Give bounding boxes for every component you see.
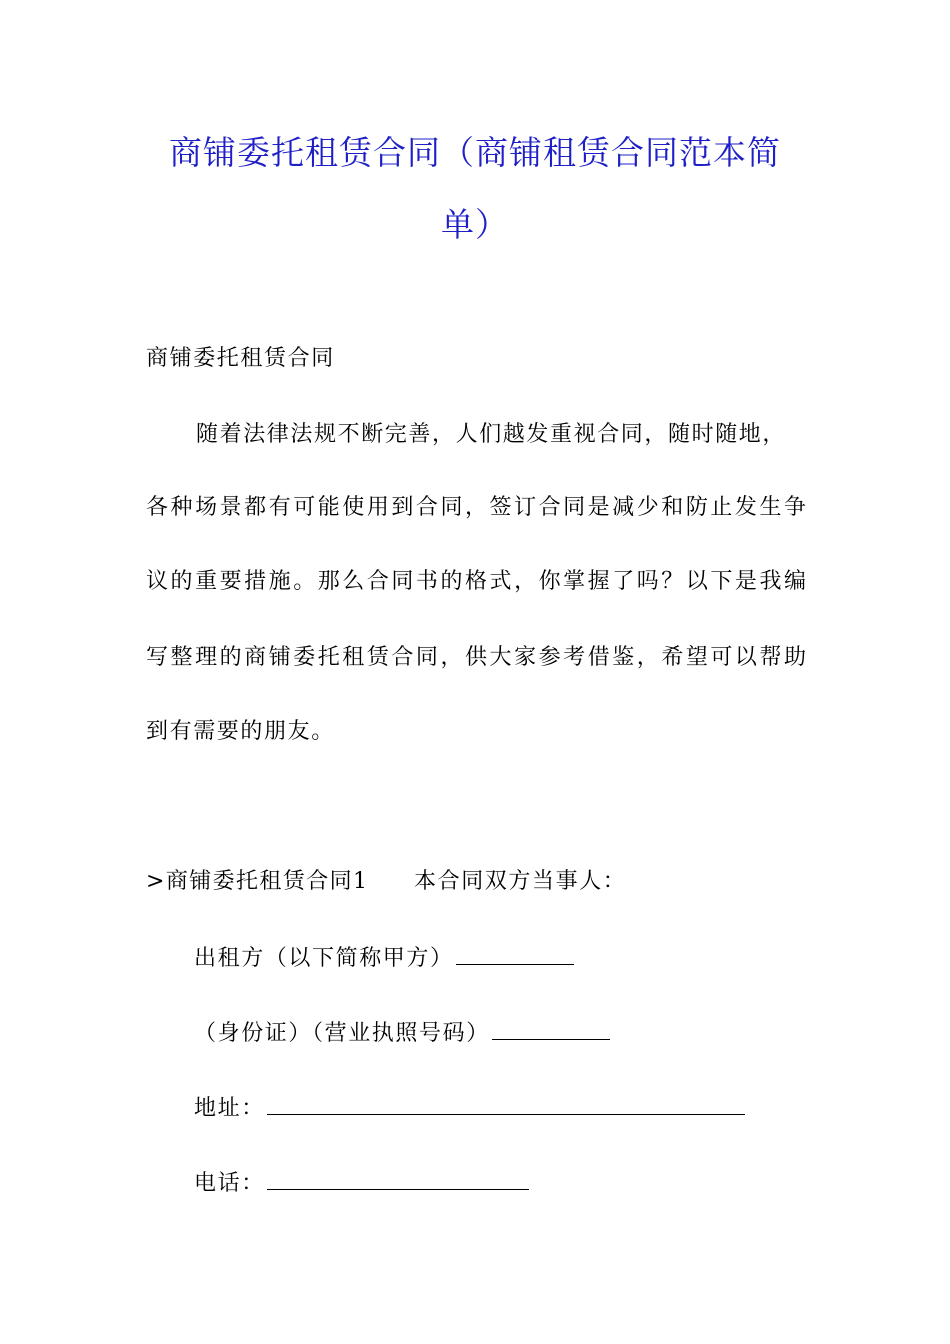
- document-title-line-1: 商铺委托租赁合同（商铺租赁合同范本简: [169, 133, 781, 172]
- id-field: [194, 1017, 610, 1049]
- phone-field: [194, 1167, 529, 1199]
- intro-line-3: 议的重要措施。那么合同书的格式，你掌握了吗？以下是我编: [146, 569, 806, 594]
- section-intro: 本合同双方当事人：: [414, 869, 627, 894]
- document-heading: 商铺委托租赁合同: [146, 346, 335, 371]
- intro-line-1: 随着法律法规不断完善，人们越发重视合同，随时随地，: [196, 422, 787, 447]
- lessor-field: [194, 942, 574, 974]
- intro-line-2: 各种场景都有可能使用到合同，签订合同是减少和防止发生争: [146, 495, 806, 520]
- lessor-blank: [456, 942, 574, 965]
- address-field: [194, 1092, 745, 1124]
- id-blank: [492, 1017, 610, 1040]
- intro-line-5: 到有需要的朋友。: [146, 719, 335, 744]
- id-label: （身份证）（营业执照号码）: [194, 1021, 490, 1046]
- section-heading: >商铺委托租赁合同1: [146, 869, 369, 894]
- intro-line-4: 写整理的商铺委托租赁合同，供大家参考借鉴，希望可以帮助: [146, 645, 806, 670]
- address-label: 地址：: [194, 1096, 265, 1121]
- document-title-line-2: 单）: [441, 205, 509, 244]
- lessor-label: 出租方（以下简称甲方）: [194, 946, 454, 971]
- address-blank: [267, 1092, 745, 1115]
- phone-label: 电话：: [194, 1171, 265, 1196]
- phone-blank: [267, 1167, 529, 1190]
